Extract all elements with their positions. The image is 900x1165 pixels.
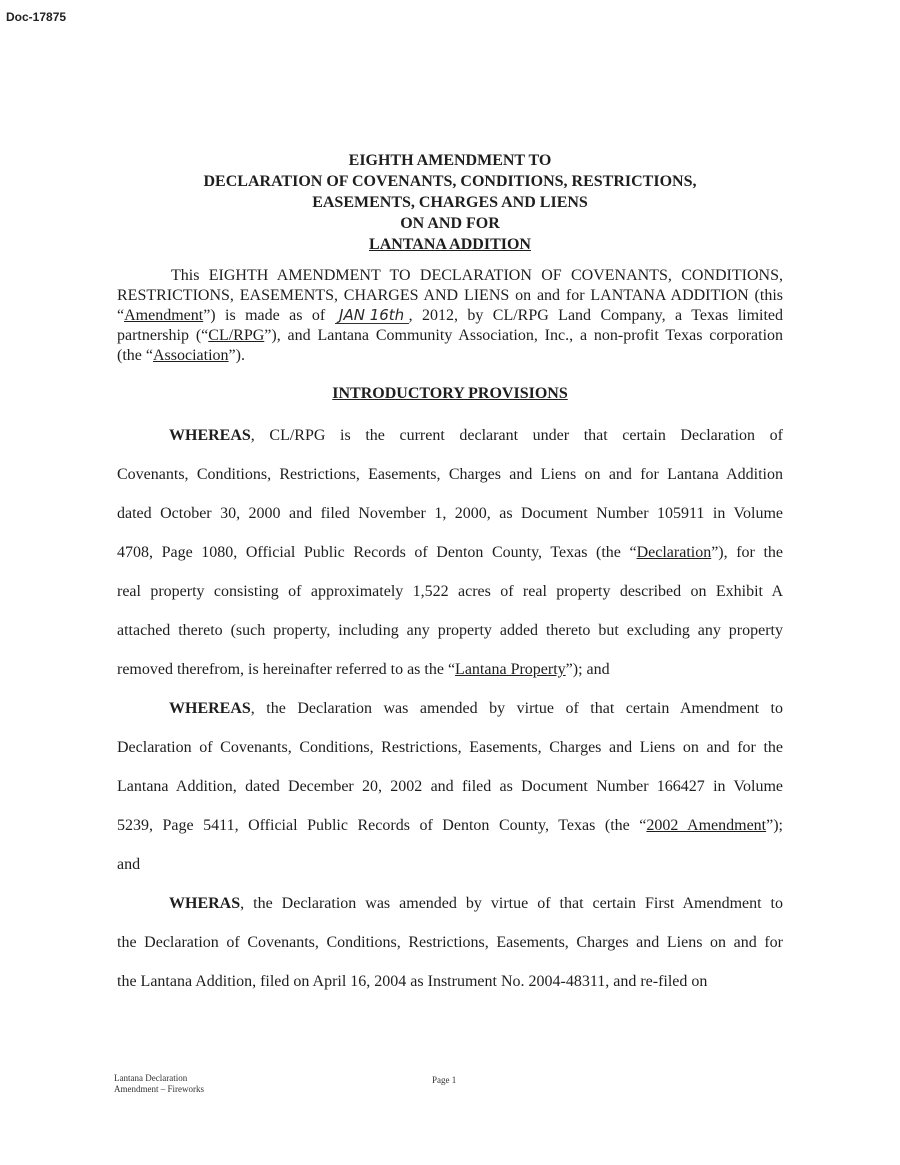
p1-text-1: , CL/RPG is the current declarant under that certain Declaration of xyxy=(250,427,783,444)
document-id: Doc-17875 xyxy=(6,10,67,24)
title-line-5: LANTANA ADDITION xyxy=(369,236,531,253)
p1-line-3: dated October 30, 2000 and filed November 1, 2000, as Document Number 105911 in Volume xyxy=(117,505,783,522)
p3-line-1 xyxy=(117,884,783,923)
p2-line-2: Declaration of Covenants, Conditions, Restrictions, Easements, Charges and Liens on and for the xyxy=(117,739,783,756)
clrpg-defined-term: CL/RPG xyxy=(208,327,265,344)
title-line-2: DECLARATION OF COVENANTS, CONDITIONS, RESTRICTIONS, xyxy=(203,173,697,190)
amendment-defined-term: Amendment xyxy=(124,307,204,324)
p2-lead: WHEREAS xyxy=(169,700,251,717)
p2-line-5: and xyxy=(117,856,141,873)
p1-line-4 xyxy=(117,533,783,572)
intro-text-5: ”). xyxy=(228,347,245,364)
p2-line-4 xyxy=(117,806,783,845)
p1-line-2: Covenants, Conditions, Restrictions, Easements, Charges and Liens on and for Lantana Addition xyxy=(117,466,783,483)
intro-text-1: This EIGHTH AMENDMENT TO DECLARATION OF COVENANTS, CONDITIONS, RESTRICTIONS, EASEMENTS, CHARGES AND LIENS on and for LANTANA ADDITION (this “ xyxy=(117,267,783,324)
lantana-property-defined-term: Lantana Property xyxy=(455,661,566,678)
p2-text-4: 5239, Page 5411, Official Public Records of Denton County, Texas (the “ xyxy=(117,817,647,834)
amendment-2002-defined-term: 2002 Amendment xyxy=(646,817,767,834)
footer-document-label xyxy=(114,1073,204,1095)
p3-line-3: the Lantana Addition, filed on April 16, 2004 as Instrument No. 2004-48311, and re-filed on xyxy=(117,973,708,990)
intro-paragraph xyxy=(117,266,783,366)
declaration-defined-term: Declaration xyxy=(636,544,712,561)
whereas-paragraph-2 xyxy=(117,689,783,884)
p1-line-7 xyxy=(117,650,783,689)
association-defined-term: Association xyxy=(152,347,229,364)
p2-text-4b: ”); xyxy=(766,817,783,834)
p1-line-1 xyxy=(117,416,783,455)
footer-line-1: Lantana Declaration xyxy=(114,1073,188,1083)
title-line-3: EASEMENTS, CHARGES AND LIENS xyxy=(312,194,588,211)
p1-text-7: removed therefrom, is hereinafter referred to as the “ xyxy=(117,661,456,678)
p1-text-4b: ”), for the xyxy=(711,544,783,561)
p2-text-1: , the Declaration was amended by virtue of that certain Amendment to xyxy=(250,700,783,717)
p1-text-4: 4708, Page 1080, Official Public Records of Denton County, Texas (the “ xyxy=(117,544,637,561)
p3-text-1: , the Declaration was amended by virtue of that certain First Amendment to xyxy=(240,895,783,912)
intro-text-2: ”) is made as of xyxy=(203,307,326,324)
p1-text-7b: ”); and xyxy=(565,661,610,678)
title-line-1: EIGHTH AMENDMENT TO xyxy=(348,152,552,169)
p3-line-2: the Declaration of Covenants, Conditions, Restrictions, Easements, Charges and Liens on and for xyxy=(117,934,783,951)
p1-line-6: attached thereto (such property, including any property added thereto but excluding any property xyxy=(117,622,783,639)
page-number: Page 1 xyxy=(432,1075,457,1085)
section-heading: INTRODUCTORY PROVISIONS xyxy=(332,385,568,402)
p2-line-1 xyxy=(117,689,783,728)
p1-lead: WHEREAS xyxy=(169,427,251,444)
whereas-paragraph-1 xyxy=(117,416,783,689)
title-line-4: ON AND FOR xyxy=(400,215,500,232)
p3-lead: WHERAS xyxy=(169,895,241,912)
p2-line-3: Lantana Addition, dated December 20, 2002 and filed as Document Number 166427 in Volume xyxy=(117,778,783,795)
footer-line-2: Amendment – Fireworks xyxy=(114,1084,204,1094)
intro-text-4: ”), and Lantana Community Association, Inc., a non-profit Texas corporation (the “ xyxy=(117,327,784,364)
intro-text-3: , 2012, by CL/RPG Land Company, a Texas limited partnership (“ xyxy=(117,307,784,344)
document-title xyxy=(0,150,900,255)
p1-line-5: real property consisting of approximately 1,522 acres of real property described on Exhibit A xyxy=(117,583,783,600)
handwritten-date: JAN 16th xyxy=(335,307,409,324)
whereas-paragraph-3 xyxy=(117,884,783,1001)
